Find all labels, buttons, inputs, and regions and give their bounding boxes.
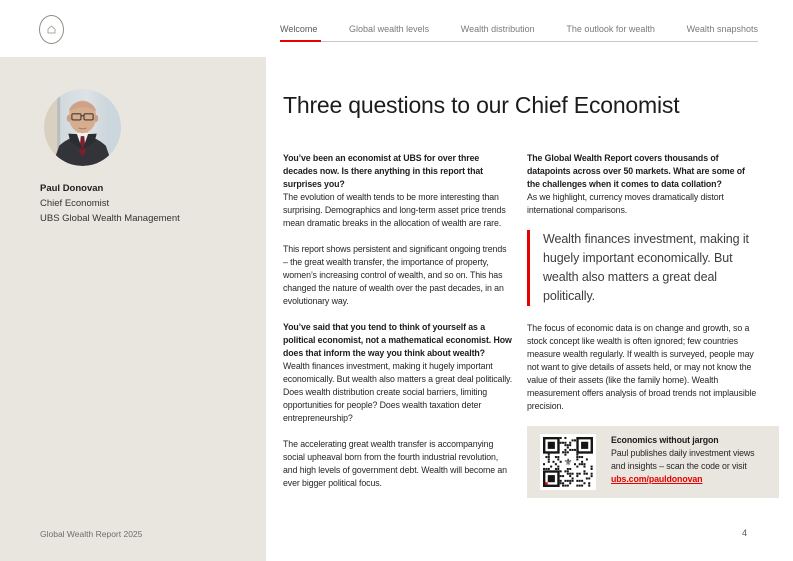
tab-global-wealth-levels[interactable]	[349, 24, 429, 41]
tab-outlook-for-wealth[interactable]	[566, 24, 655, 41]
question-2: You’ve said that you tend to think of yourself as a political economist, not a mathematical economist. How does that inform the way you think about wealth?	[283, 322, 512, 358]
column-left	[283, 152, 513, 503]
answer-1: The evolution of wealth tends to be more interesting than surprising. Demographics and long-term asset price trends mean dramatic breaks in the allocation of wealth are rare.	[283, 192, 506, 228]
page-title: Three questions to our Chief Economist	[283, 92, 680, 118]
sidebar	[0, 57, 266, 561]
author-org: UBS Global Wealth Management	[40, 213, 180, 224]
callout-title: Economics without jargon	[611, 435, 719, 445]
author-portrait	[44, 89, 121, 166]
tab-label: Wealth snapshots	[686, 24, 758, 34]
question-1: You’ve been an economist at UBS for over three decades now. Is there anything in this report that surprises you?	[283, 153, 483, 189]
author-name: Paul Donovan	[40, 183, 104, 194]
pauldonovan-link[interactable]: ubs.com/pauldonovan	[611, 474, 703, 484]
author-block	[40, 181, 180, 226]
page-number: 4	[742, 528, 748, 538]
tab-label: Welcome	[280, 24, 318, 34]
answer-4: The accelerating great wealth transfer is accompanying social upheaval born from the fourth industrial revolution, and high levels of government debt. Wealth will become an ever bigger political focus.	[283, 439, 507, 488]
tab-wealth-distribution[interactable]	[461, 24, 535, 41]
pull-quote: Wealth finances investment, making it hugely important economically. But wealth also matters a great deal politically.	[527, 230, 753, 306]
svg-text:⚜: ⚜	[563, 457, 573, 469]
question-3: The Global Wealth Report covers thousands of datapoints across over 50 markets. What are some of the challenges when it comes to data collation?	[527, 153, 745, 189]
tab-label: Global wealth levels	[349, 24, 430, 34]
report-footer-label: Global Wealth Report 2025	[40, 529, 143, 539]
active-tab-indicator	[280, 40, 321, 43]
tab-label: The outlook for wealth	[566, 24, 655, 34]
qr-code	[540, 434, 596, 490]
tab-welcome[interactable]	[280, 24, 317, 41]
home-icon	[45, 23, 58, 36]
portrait-image	[44, 89, 121, 166]
home-button[interactable]	[39, 15, 64, 44]
answer-5: As we highlight, currency moves dramatically distort international comparisons.	[527, 192, 724, 215]
top-nav	[280, 22, 758, 42]
answer-2: This report shows persistent and significant ongoing trends – the great wealth transfer, the importance of property, women’s increasing control of wealth, and so on. This has changed the nature of wealth over the past decades, in an evolutionary way.	[283, 244, 507, 306]
tab-label: Wealth distribution	[460, 24, 535, 34]
column-right	[527, 152, 760, 498]
answer-6: The focus of economic data is on change and growth, so a stock concept like wealth is often ignored; few countries measure wealth regularly. If wealth is surveyed, people may not want to give details of assets held, or may not know the value of their assets (like the family home). Wealth measurement offers analysis of broad trends not implausible precision.	[527, 323, 757, 411]
answer-3: Wealth finances investment, making it hugely important economically. But wealth also matters a great deal politically. Does wealth distribution create social barriers, limiting opportunities for people? Does wealth taxation deter entrepreneurship?	[283, 361, 513, 423]
author-title: Chief Economist	[40, 198, 110, 209]
callout-text	[611, 434, 769, 490]
economics-callout	[527, 426, 779, 498]
tab-wealth-snapshots[interactable]	[687, 24, 758, 41]
callout-body: Paul publishes daily investment views and insights – scan the code or visit	[611, 448, 755, 471]
